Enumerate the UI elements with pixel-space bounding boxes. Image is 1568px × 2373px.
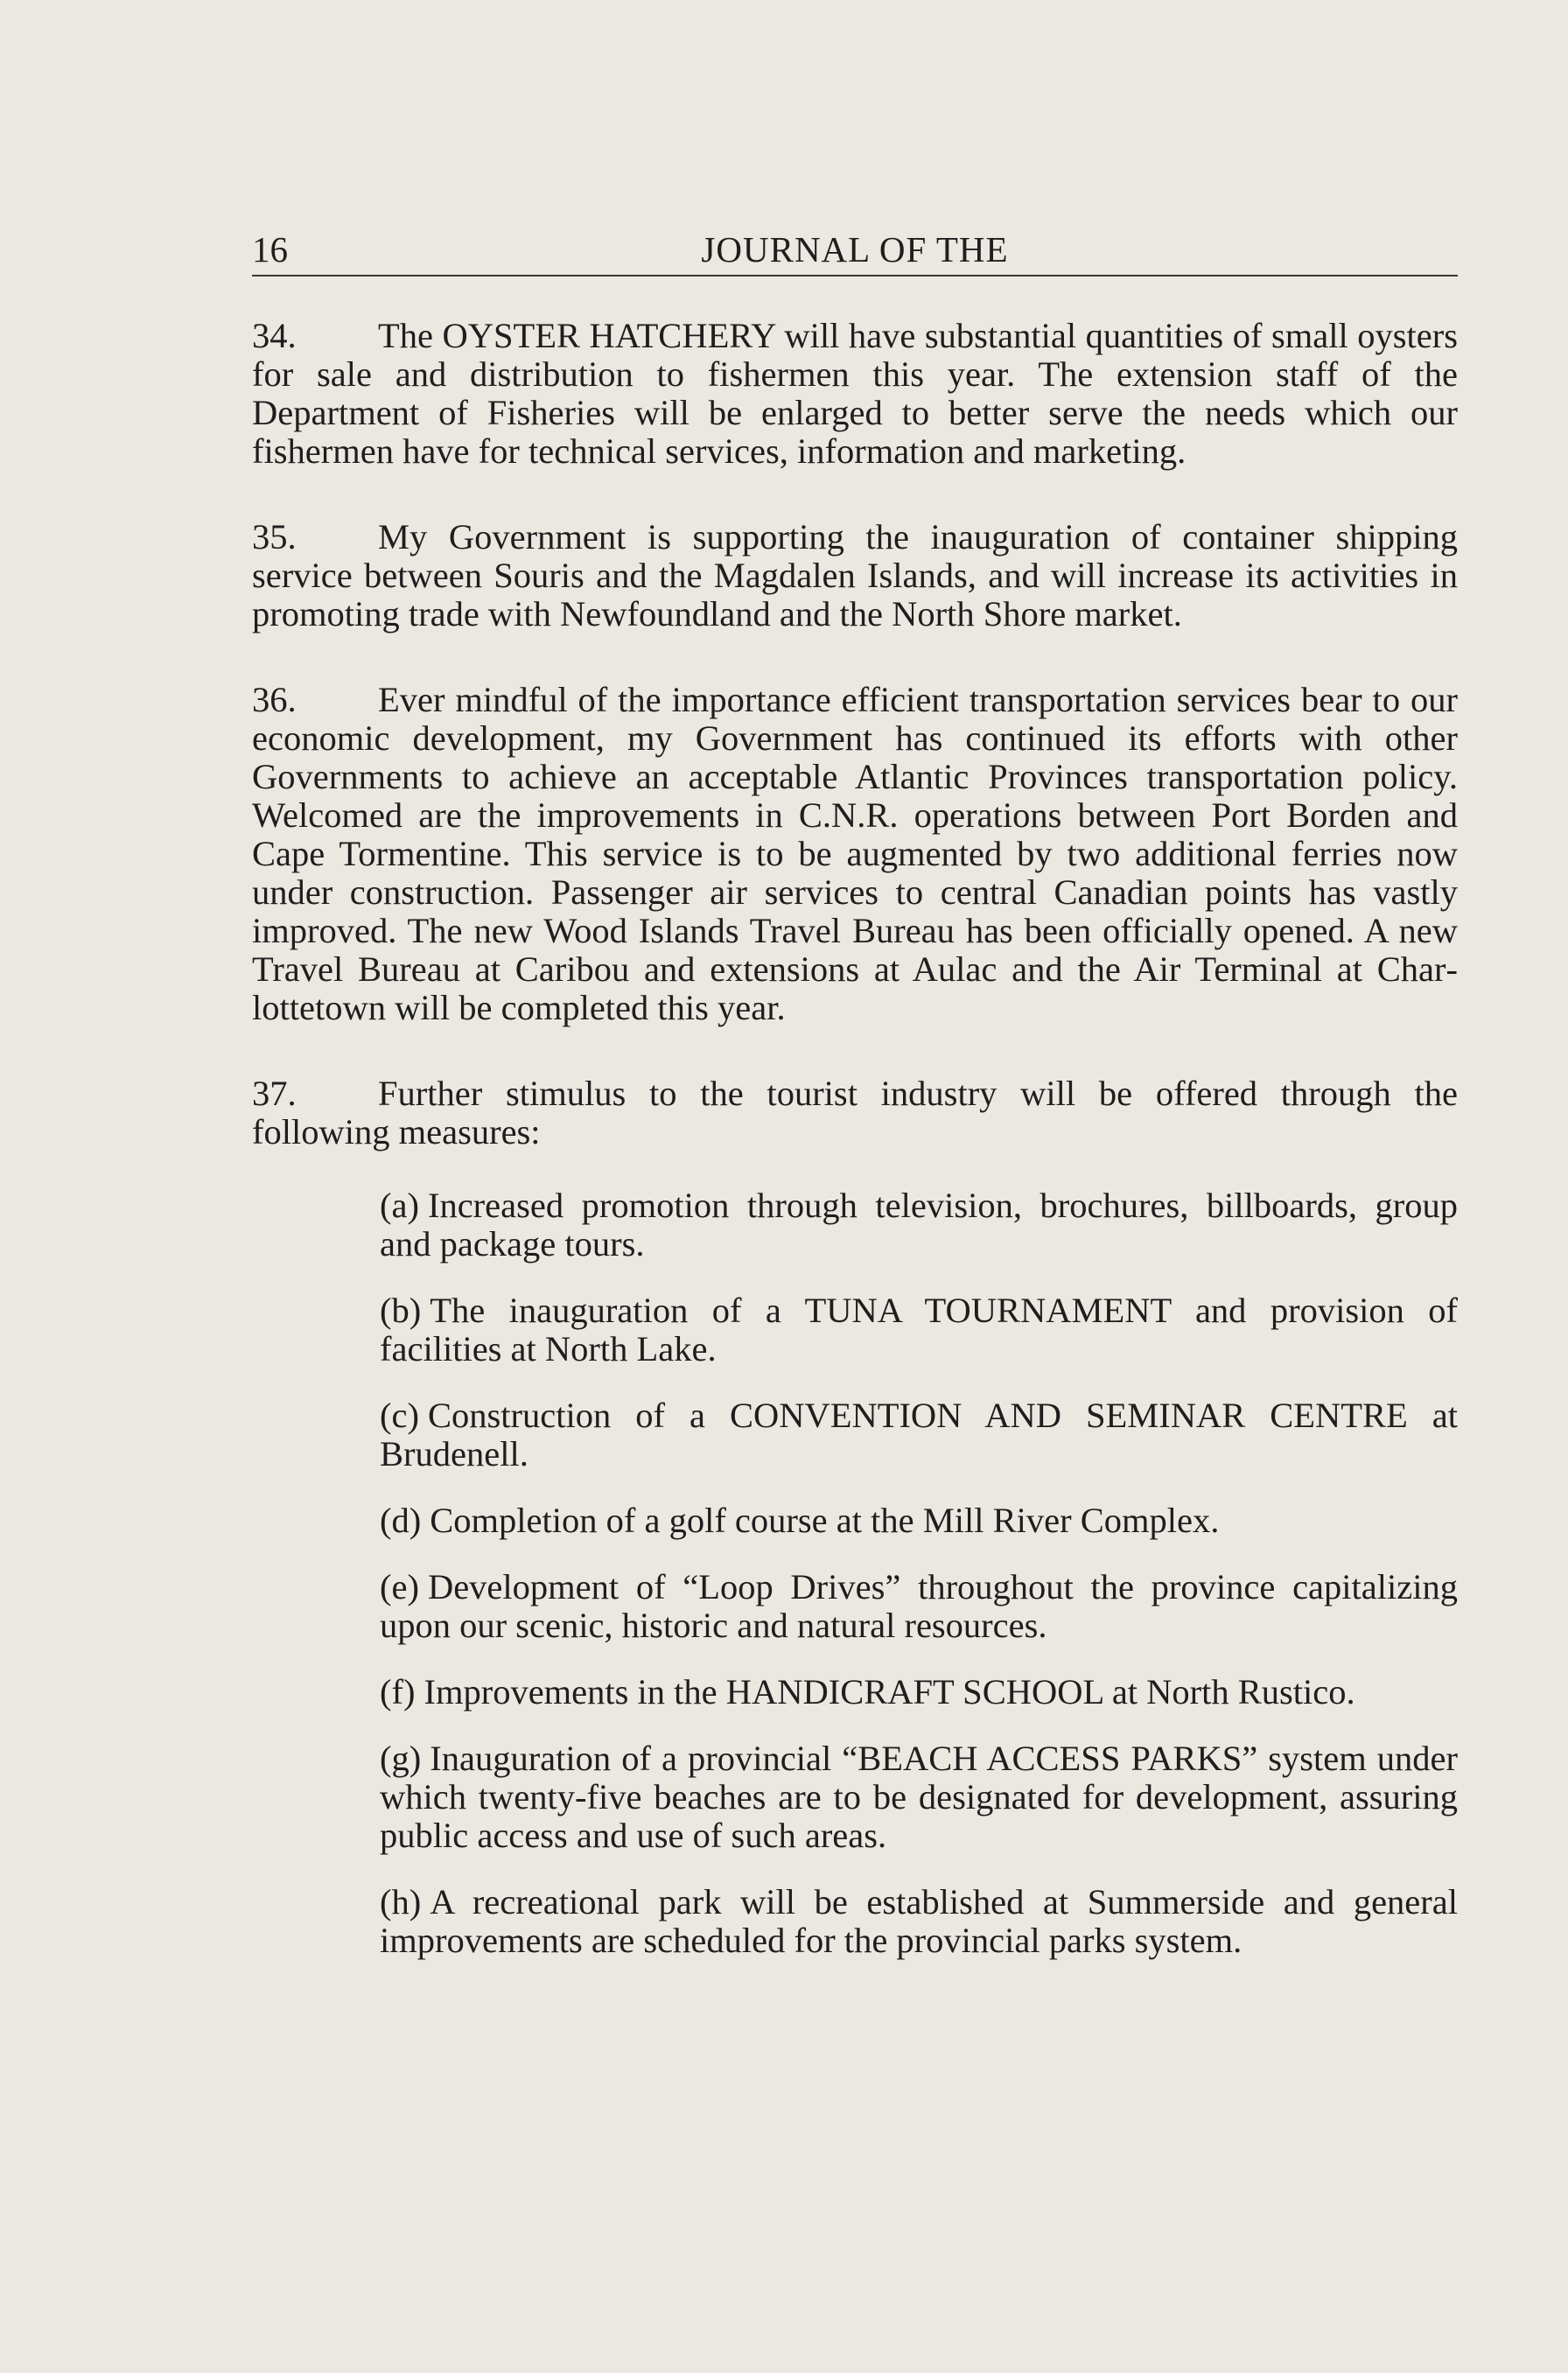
item-label: (c) [380, 1396, 419, 1435]
measure-item-a [380, 1186, 1458, 1264]
item-text: Improvements in the HANDICRAFT SCHOOL at North Rustico. [424, 1672, 1355, 1712]
paragraph-number: 37. [252, 1074, 297, 1113]
item-label: (e) [380, 1567, 419, 1606]
paragraph-text: Further stimulus to the tourist industry will be offered through the following measures: [252, 1074, 1458, 1152]
paragraph-number: 34. [252, 316, 297, 355]
paragraph-35 [252, 518, 1458, 634]
item-label: (g) [380, 1739, 422, 1778]
header-rule [252, 275, 1458, 276]
item-text: A recreational park will be established at Summerside and general improvements are scheduled for the provincial parks system. [380, 1882, 1458, 1960]
paragraph-36 [252, 681, 1458, 1027]
paragraph-text: Ever mindful of the importance efficient transportation services bear to our economic development, my Government has continued its efforts with other Governments to achieve an acceptable Atlantic Provinces transportation policy. Welcomed are the improvements in C.N.R. operations between Port Borden and Cape Tormentine. This service is to be augmented by two additional ferries now under construction. Passenger air services to central Canadian points has vastly improved. The new Wood Islands Travel Bureau has been officially opened. A new Travel Bureau at Caribou and extensions at Aulac and the Air Terminal at Charlottetown will be completed this year. [252, 680, 1458, 1027]
measure-item-h [380, 1883, 1458, 1960]
item-text: Construction of a CONVENTION AND SEMINAR CENTRE at Brudenell. [380, 1396, 1458, 1474]
measure-item-g [380, 1740, 1458, 1855]
item-text: Completion of a golf course at the Mill River Complex. [430, 1501, 1220, 1540]
paragraph-number: 36. [252, 680, 297, 719]
paragraph-number: 35. [252, 517, 297, 556]
item-text: Increased promotion through television, brochures, billboards, group and package tours. [380, 1186, 1458, 1264]
measure-item-e [380, 1568, 1458, 1645]
item-label: (d) [380, 1501, 422, 1540]
running-header [252, 223, 1458, 276]
page-number: 16 [252, 229, 288, 270]
item-label: (b) [380, 1291, 422, 1330]
paragraph-37 [252, 1074, 1458, 1152]
body-text [252, 317, 1458, 1988]
item-text: The inauguration of a TUNA TOURNAMENT and provision of facilities at North Lake. [380, 1291, 1458, 1368]
journal-title: JOURNAL OF THE [701, 229, 1009, 270]
paragraph-text: The OYSTER HATCHERY will have substantial quantities of small oysters for sale and distribution to fishermen this year. The extension staff of the Department of Fisheries will be enlarged to better serve the needs which our fishermen have for technical services, information and marketing. [252, 316, 1458, 471]
item-label: (f) [380, 1672, 416, 1712]
measure-item-f [380, 1673, 1458, 1712]
paragraph-text: My Government is supporting the inauguration of container shipping service between Souris and the Magdalen Islands, and will increase its activities in promoting trade with Newfoundland and the North Shore market. [252, 517, 1458, 634]
measures-list [252, 1186, 1458, 1960]
item-text: Inauguration of a provincial “BEACH ACCESS PARKS” system under which twenty-five beaches are to be designated for development, assuring public access and use of such areas. [380, 1739, 1458, 1855]
item-label: (a) [380, 1186, 419, 1225]
measure-item-c [380, 1396, 1458, 1474]
item-label: (h) [380, 1882, 422, 1922]
measure-item-b [380, 1292, 1458, 1368]
item-text: Development of “Loop Drives” throughout the province capitalizing upon our scenic, historic and natural resources. [380, 1567, 1458, 1645]
measure-item-d [380, 1502, 1458, 1540]
paragraph-34 [252, 317, 1458, 471]
